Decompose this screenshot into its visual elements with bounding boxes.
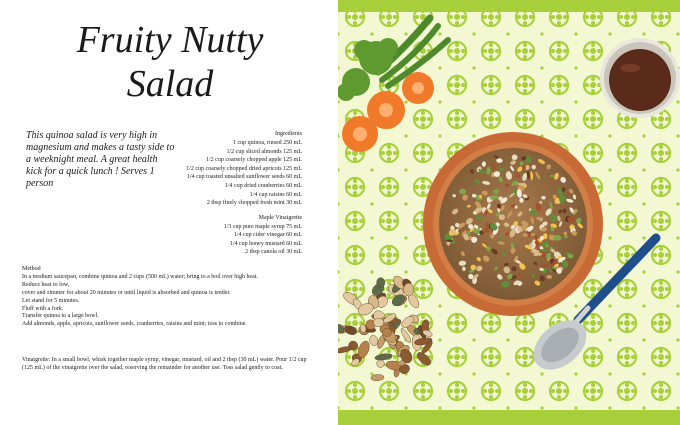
vinaigrette-item: 1/4 cup cider vinegar 60 mL <box>233 232 302 239</box>
ingredients-list <box>150 130 302 208</box>
method-section <box>22 266 312 329</box>
vinaigrette-list <box>150 214 302 257</box>
recipe-title-line-1: Fruity Nutty <box>76 19 264 61</box>
dressing-cup <box>600 38 680 118</box>
recipe-intro: This quinoa salad is very high in magnesium and makes a tasty side to a weeknight meal. A great health kick for a quick lunch ! Serves 1 person <box>26 130 175 189</box>
ingredients-heading: Ingredients <box>275 131 302 137</box>
ingredient-item: 1/4 cup dried cranberries 60 mL <box>224 183 302 190</box>
salad-piece <box>446 239 453 242</box>
method-step: Let stand for 5 minutes. <box>22 297 80 304</box>
vinaigrette-item: 1/3 cup pure maple syrup 75 mL <box>223 223 302 230</box>
salad-photo-illustration <box>338 0 680 425</box>
recipe-title <box>20 18 320 106</box>
method-step: Add almonds, apple, apricots, sunflower seeds, cranberries, raisins and mint; toss to combine. <box>22 321 247 328</box>
ingredient-item: 1 cup quinoa, rinsed 250 mL <box>233 140 302 147</box>
nut <box>403 283 414 296</box>
vinaigrette-item: 2 tbsp canola oil 30 mL <box>245 249 302 256</box>
method-step: cover and simmer for about 20 minutes or until liquid is absorbed and quinoa is tender. <box>22 289 231 296</box>
ingredient-item: 2 tbsp finely chopped fresh mint 30 mL <box>206 200 302 207</box>
vinaigrette-heading: Maple Vinaigrette <box>258 215 302 221</box>
method-heading: Method <box>22 266 41 272</box>
tablecloth-border <box>338 410 680 425</box>
vinaigrette-item: 1/4 cup honey mustard 60 mL <box>229 240 302 247</box>
vinaigrette-method: Vinaigrette: In a small bowl, whisk together maple syrup, vinegar, mustard, oil and 2 tbsp (30 mL) water. Pour 1/2 cup (125 mL) of the vinaigrette over the salad, reserving the remainder for another use. Toss salad gently to coat. <box>22 357 307 371</box>
nut <box>377 278 385 288</box>
ingredient-item: 1/2 cup coarsely chopped dried apricots 125 mL <box>186 165 302 172</box>
method-step: Transfer quinoa to a large bowl. <box>22 313 99 320</box>
recipe-page <box>0 0 338 425</box>
tablecloth-border <box>338 0 680 12</box>
method-step: Reduce heat to low, <box>22 281 70 288</box>
ingredient-item: 1/4 cup toasted unsalted sunflower seeds 60 mL <box>186 174 302 181</box>
ingredient-item: 1/2 cup sliced almonds 125 mL <box>226 148 302 155</box>
nut <box>373 318 384 327</box>
ingredient-item: 1/2 cup coarsely chopped apple 125 mL <box>206 157 302 164</box>
recipe-title-line-2: Salad <box>126 63 214 105</box>
ingredient-item: 1/4 cup raisins 60 mL <box>249 191 302 198</box>
method-step: In a medium saucepan, combine quinoa and 2 cups (500 mL) water; bring to a boil over high heat. <box>22 273 258 280</box>
method-step: Fluff with a fork. <box>22 305 64 312</box>
salad-photo <box>338 0 680 425</box>
